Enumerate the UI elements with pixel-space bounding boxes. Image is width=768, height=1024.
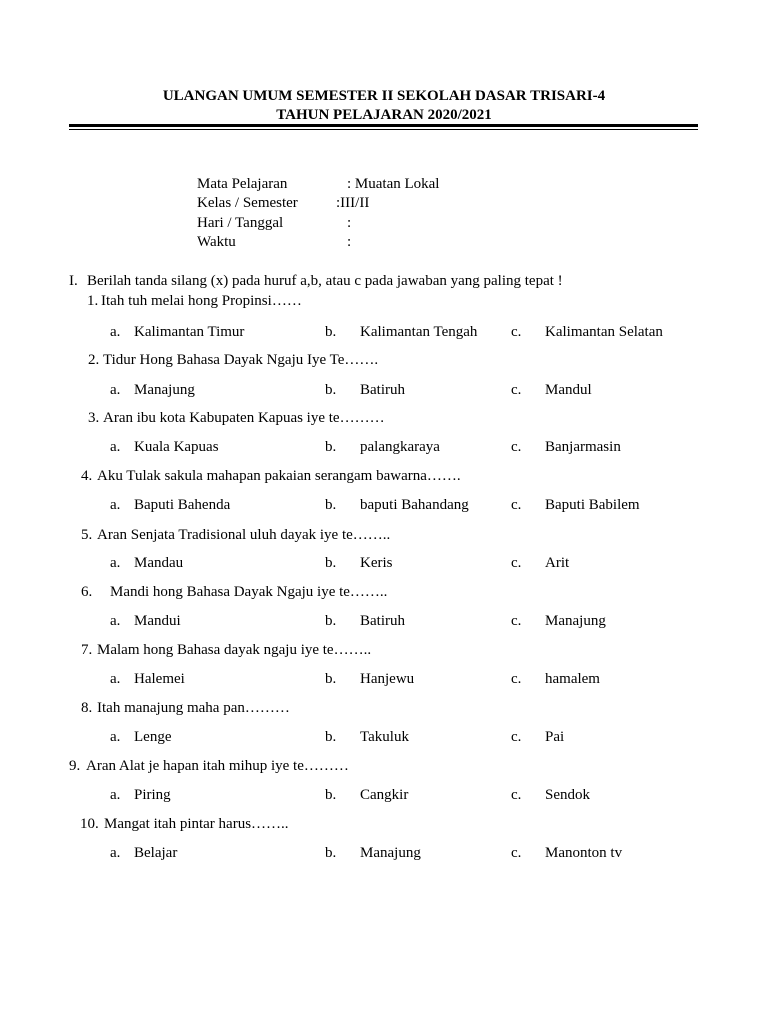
option-text-a: Mandau xyxy=(134,555,184,571)
question-text: Itah tuh melai hong Propinsi…… xyxy=(101,293,302,309)
info-label-subject: Mata Pelajaran xyxy=(197,176,288,192)
option-letter-c: c. xyxy=(511,439,522,455)
option-text-c: Baputi Babilem xyxy=(545,497,640,513)
option-text-c: Pai xyxy=(545,729,565,745)
option-letter-a: a. xyxy=(110,845,121,861)
option-text-a: Manajung xyxy=(134,382,195,398)
question-number: 8. xyxy=(81,700,93,716)
question-text: Mandi hong Bahasa Dayak Ngaju iye te…….. xyxy=(110,584,388,600)
option-letter-c: c. xyxy=(511,671,522,687)
question-number: 2. xyxy=(88,352,100,368)
option-letter-a: a. xyxy=(110,729,121,745)
option-letter-a: a. xyxy=(110,497,121,513)
info-label-class: Kelas / Semester xyxy=(197,195,298,211)
option-letter-b: b. xyxy=(325,439,337,455)
option-letter-c: c. xyxy=(511,555,522,571)
option-letter-b: b. xyxy=(325,671,337,687)
option-letter-a: a. xyxy=(110,324,121,340)
option-text-b: Batiruh xyxy=(360,382,405,398)
question-text: Tidur Hong Bahasa Dayak Ngaju Iye Te……. xyxy=(103,352,379,368)
question-number: 10. xyxy=(80,816,99,832)
question-text: Aran ibu kota Kabupaten Kapuas iye te……… xyxy=(103,410,385,426)
option-text-b: Takuluk xyxy=(360,729,409,745)
option-text-a: Mandui xyxy=(134,613,181,629)
option-letter-b: b. xyxy=(325,497,337,513)
option-letter-a: a. xyxy=(110,613,121,629)
section-instruction: Berilah tanda silang (x) pada huruf a,b, atau c pada jawaban yang paling tepat ! xyxy=(87,273,563,289)
option-text-c: Manajung xyxy=(545,613,606,629)
info-value-date: : xyxy=(347,215,352,231)
option-letter-b: b. xyxy=(325,787,337,803)
option-letter-a: a. xyxy=(110,439,121,455)
info-label-date: Hari / Tanggal xyxy=(197,215,284,231)
option-letter-c: c. xyxy=(511,613,522,629)
question-number: 9. xyxy=(69,758,81,774)
option-text-b: Hanjewu xyxy=(360,671,415,687)
option-letter-b: b. xyxy=(325,845,337,861)
option-text-a: Piring xyxy=(134,787,171,803)
option-text-a: Baputi Bahenda xyxy=(134,497,231,513)
info-value-class: :III/II xyxy=(336,195,370,211)
option-letter-c: c. xyxy=(511,324,522,340)
option-letter-c: c. xyxy=(511,845,522,861)
option-letter-a: a. xyxy=(110,382,121,398)
info-value-subject: : Muatan Lokal xyxy=(347,176,440,192)
option-text-c: Kalimantan Selatan xyxy=(545,324,663,340)
question-number: 6. xyxy=(81,584,93,600)
option-letter-b: b. xyxy=(325,382,337,398)
question-number: 1. xyxy=(87,293,99,309)
question-text: Aran Senjata Tradisional uluh dayak iye te…….. xyxy=(97,527,391,543)
info-label-time: Waktu xyxy=(197,234,236,250)
info-value-time: : xyxy=(347,234,352,250)
option-letter-b: b. xyxy=(325,729,337,745)
question-text: Malam hong Bahasa dayak ngaju iye te…….. xyxy=(97,642,372,658)
question-text: Mangat itah pintar harus…….. xyxy=(104,816,289,832)
option-text-a: Halemei xyxy=(134,671,185,687)
question-text: Itah manajung maha pan……… xyxy=(97,700,290,716)
option-text-c: Mandul xyxy=(545,382,592,398)
question-text: Aku Tulak sakula mahapan pakaian serangam bawarna……. xyxy=(97,468,461,484)
option-text-b: Cangkir xyxy=(360,787,409,803)
option-text-b: Manajung xyxy=(360,845,421,861)
document-subtitle: TAHUN PELAJARAN 2020/2021 xyxy=(276,107,492,123)
option-text-c: Sendok xyxy=(545,787,590,803)
option-text-b: palangkaraya xyxy=(360,439,440,455)
question-number: 4. xyxy=(81,468,93,484)
option-text-c: Arit xyxy=(545,555,570,571)
header-rule-thick xyxy=(69,124,698,127)
question-number: 7. xyxy=(81,642,93,658)
option-letter-b: b. xyxy=(325,324,337,340)
option-text-a: Kalimantan Timur xyxy=(134,324,245,340)
document-title: ULANGAN UMUM SEMESTER II SEKOLAH DASAR TRISARI-4 xyxy=(162,88,606,104)
option-letter-c: c. xyxy=(511,787,522,803)
option-text-b: Kalimantan Tengah xyxy=(360,324,478,340)
option-text-c: Banjarmasin xyxy=(545,439,621,455)
option-text-b: Keris xyxy=(360,555,393,571)
option-letter-c: c. xyxy=(511,729,522,745)
question-number: 5. xyxy=(81,527,93,543)
option-letter-b: b. xyxy=(325,613,337,629)
option-letter-a: a. xyxy=(110,787,121,803)
option-text-b: baputi Bahandang xyxy=(360,497,469,513)
option-text-b: Batiruh xyxy=(360,613,405,629)
option-text-a: Lenge xyxy=(134,729,172,745)
header-rule-thin xyxy=(69,129,698,130)
question-text: Aran Alat je hapan itah mihup iye te……… xyxy=(86,758,349,774)
option-text-a: Belajar xyxy=(134,845,178,861)
option-text-a: Kuala Kapuas xyxy=(134,439,219,455)
option-letter-c: c. xyxy=(511,382,522,398)
option-letter-a: a. xyxy=(110,671,121,687)
section-number: I. xyxy=(69,273,78,289)
option-text-c: hamalem xyxy=(545,671,600,687)
option-letter-a: a. xyxy=(110,555,121,571)
option-text-c: Manonton tv xyxy=(545,845,623,861)
option-letter-b: b. xyxy=(325,555,337,571)
option-letter-c: c. xyxy=(511,497,522,513)
question-number: 3. xyxy=(88,410,100,426)
